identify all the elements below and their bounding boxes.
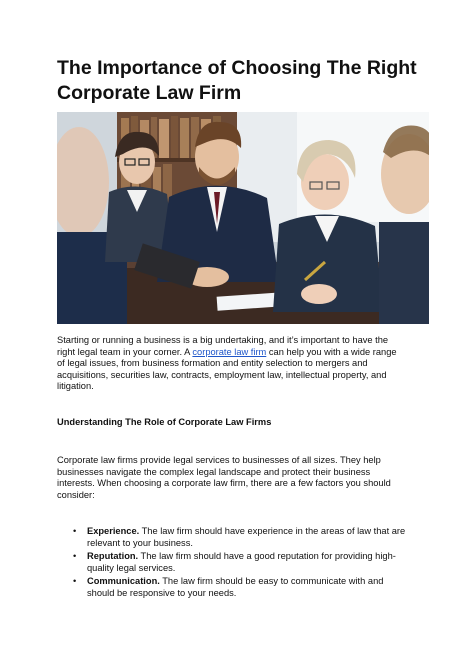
intro-paragraph xyxy=(57,335,397,393)
list-item xyxy=(57,526,405,549)
factor-term: Reputation. xyxy=(87,551,139,562)
bullet-icon: • xyxy=(73,576,77,587)
factor-text: The law firm should have experience in the areas of law that are xyxy=(139,526,406,536)
intro-line-2 xyxy=(57,347,397,359)
bullet-icon: • xyxy=(73,526,77,536)
factor-line-2: relevant to your business. xyxy=(87,537,193,548)
intro-line-5: litigation. xyxy=(57,381,94,392)
factor-text: The law firm should have a good reputation for providing high- xyxy=(138,551,396,562)
title-line-2: Corporate Law Firm xyxy=(57,82,242,104)
section-heading: Understanding The Role of Corporate Law Firms xyxy=(57,417,272,427)
section-line-1: Corporate law firms provide legal services to businesses of all sizes. They help xyxy=(57,455,381,465)
page-title xyxy=(57,56,437,106)
list-item xyxy=(57,576,405,599)
corporate-law-firm-link[interactable]: corporate law firm xyxy=(192,346,267,357)
factor-line-1 xyxy=(87,526,405,538)
factors-list xyxy=(57,526,405,602)
intro-line-3: of legal issues, from business formation and entity selection to mergers and xyxy=(57,358,368,369)
factor-line-2: should be responsive to your needs. xyxy=(87,587,237,598)
factor-line-1 xyxy=(87,551,405,563)
intro-line-1: Starting or running a business is a big undertaking, and it’s important to have the xyxy=(57,335,389,345)
factor-line-2: quality legal services. xyxy=(87,562,176,573)
section-paragraph xyxy=(57,455,391,501)
list-item xyxy=(57,551,405,574)
factor-line-1 xyxy=(87,576,405,588)
factor-term: Experience. xyxy=(87,526,140,536)
section-line-2: businesses navigate the complex legal landscape and protect their business xyxy=(57,466,371,477)
section-line-4: consider: xyxy=(57,489,95,500)
intro-line-4: acquisitions, securities law, contracts, employment law, intellectual property, and xyxy=(57,369,387,380)
intro-line-2-after: can help you with a wide range xyxy=(266,346,397,357)
intro-line-2-before: right legal team in your corner. A xyxy=(57,346,193,357)
meeting-illustration xyxy=(57,112,429,324)
factor-text: The law firm should be easy to communicate with and xyxy=(159,576,384,587)
bullet-icon: • xyxy=(73,551,77,562)
factor-term: Communication. xyxy=(87,576,160,587)
meeting-photo xyxy=(57,112,429,324)
title-line-1: The Importance of Choosing The Right xyxy=(57,57,417,79)
section-line-3: interests. When choosing a corporate law firm, there are a few factors you should xyxy=(57,478,391,489)
